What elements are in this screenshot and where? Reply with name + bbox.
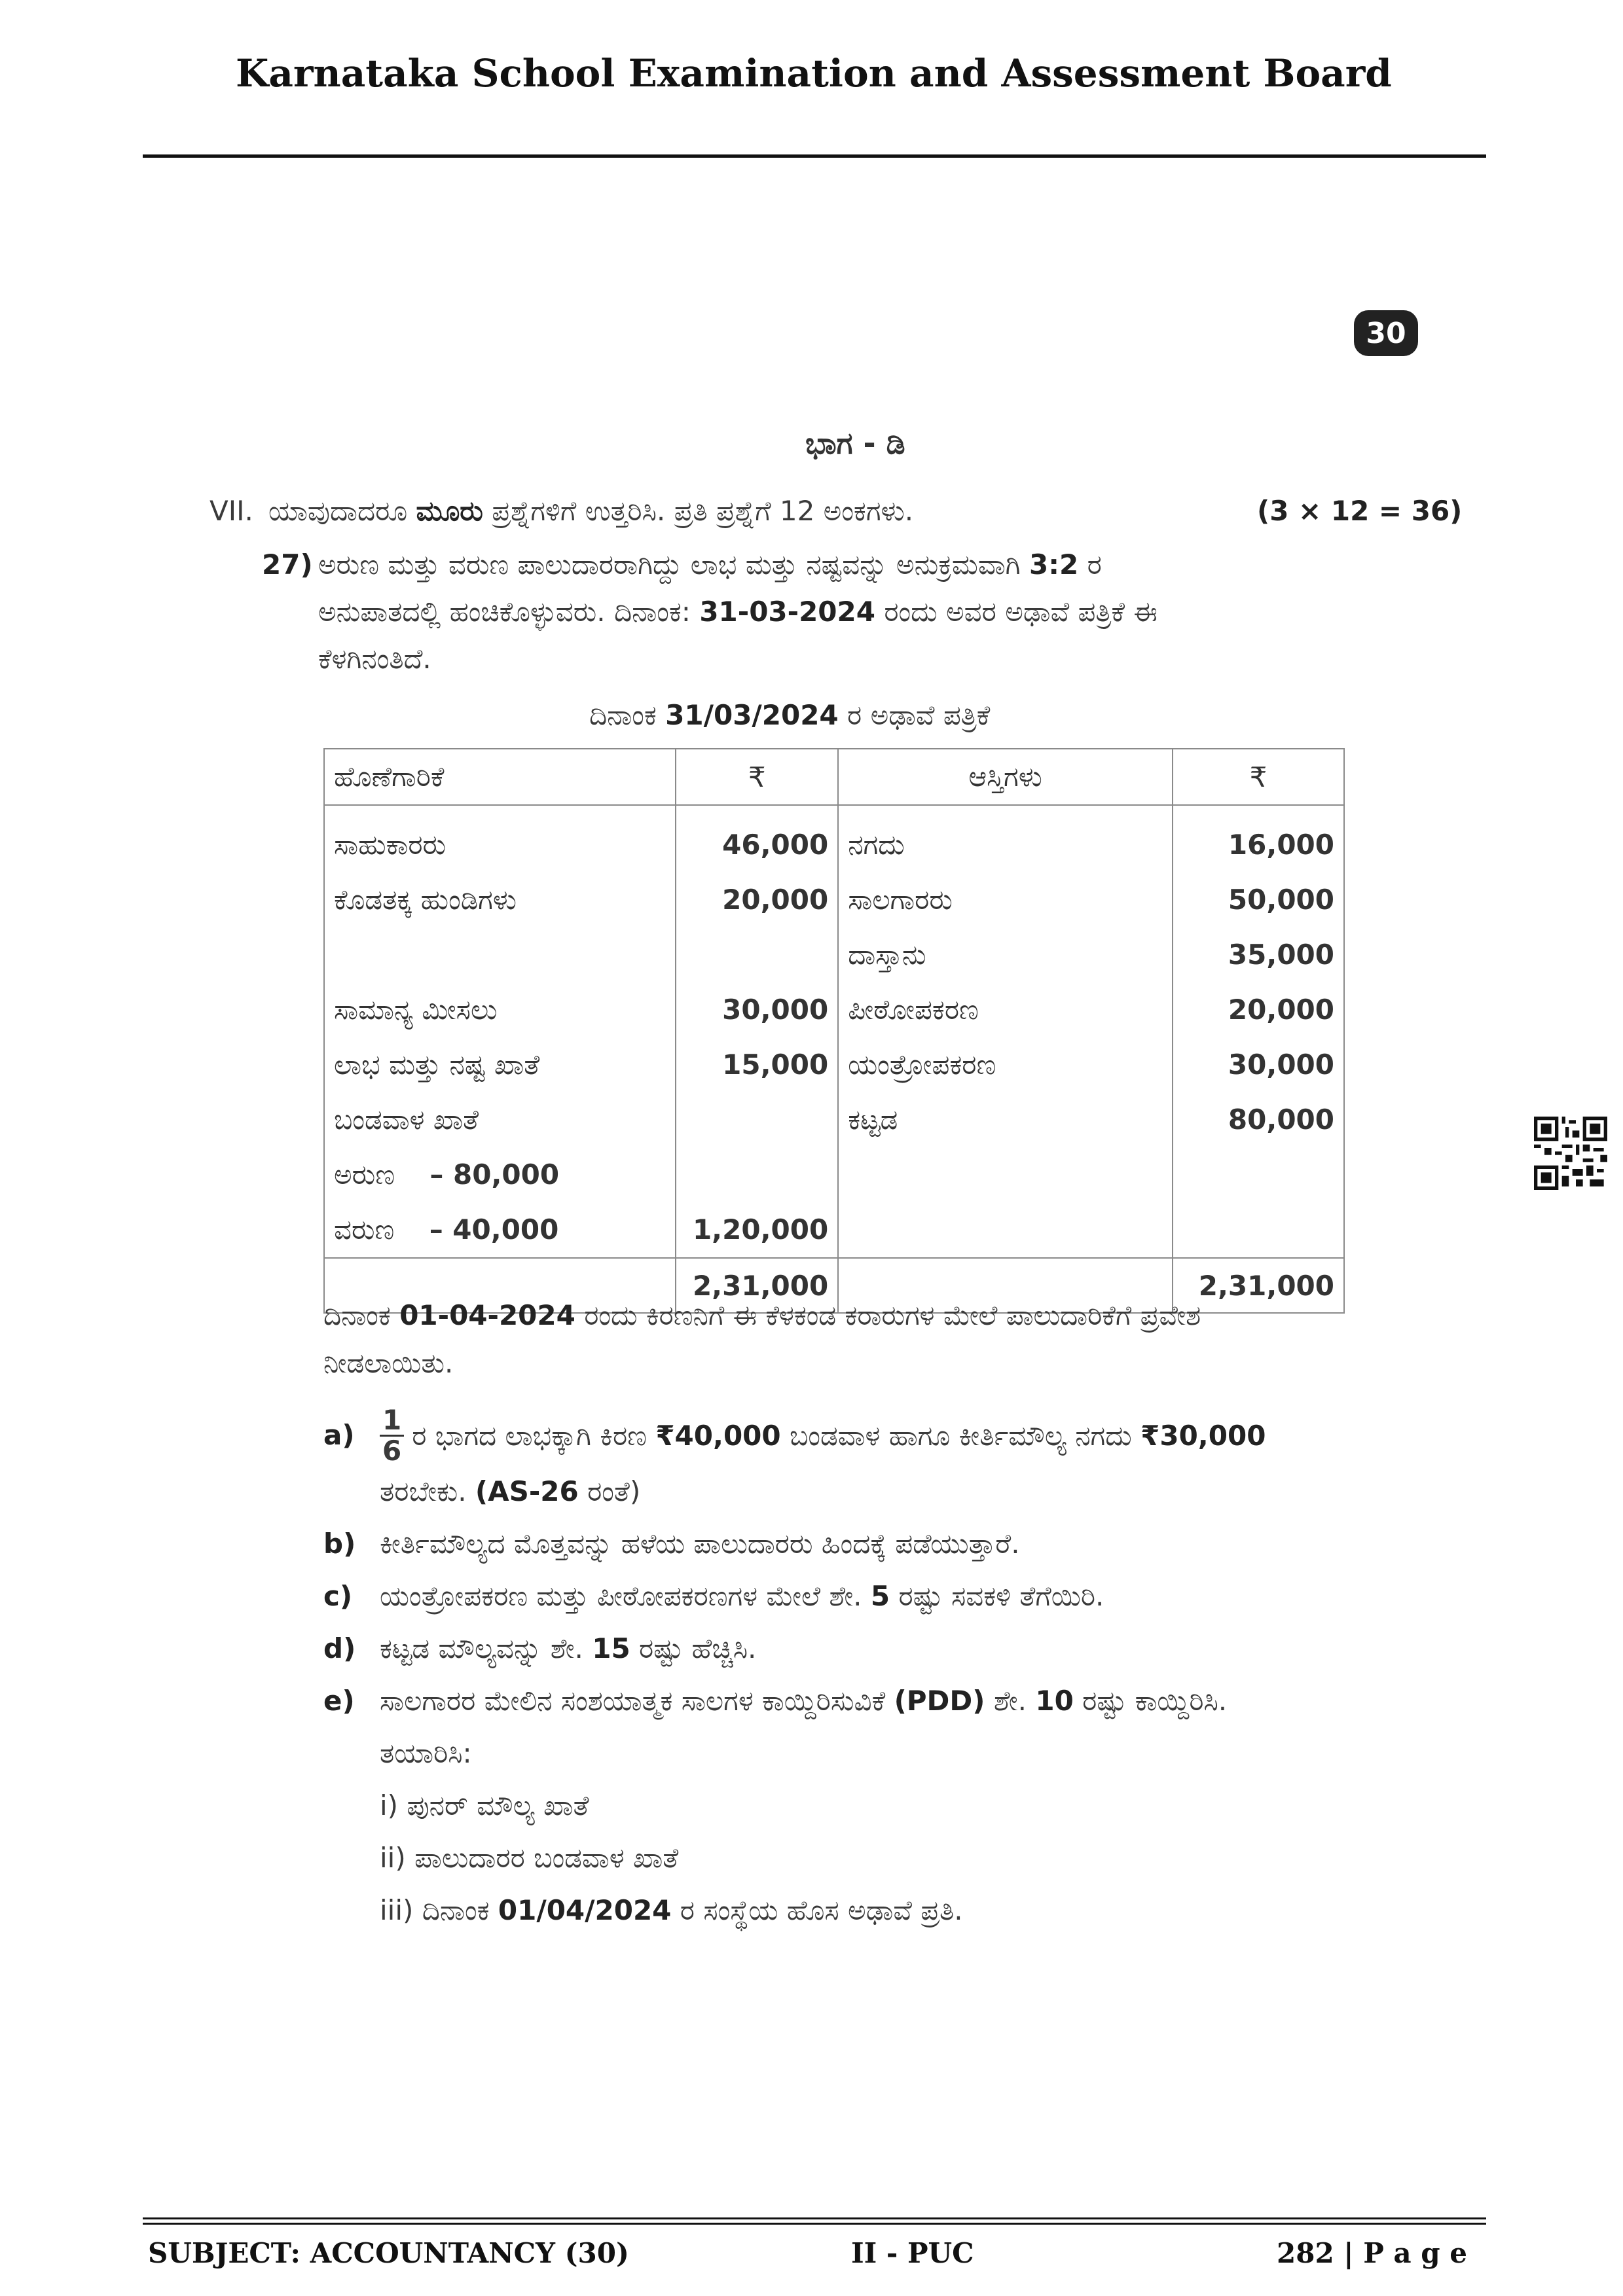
condition-b-text: ಕೀರ್ತಿಮೌಲ್ಯದ ಮೊತ್ತವನ್ನು ಹಳೆಯ ಪಾಲುದಾರರು ಹಿಂದಕ್ಕೆ ಪಡೆಯುತ್ತಾರೆ. [380, 1528, 1020, 1560]
admission-line-2: ನೀಡಲಾಯಿತು. [323, 1347, 454, 1379]
partner-capital: – 80,000 [429, 1158, 560, 1191]
instruction-bold: ಮೂರು [416, 495, 483, 527]
liability-amount [685, 1092, 828, 1147]
question-line-3: ಕೆಳಗಿನಂತಿದೆ. [318, 643, 431, 675]
condition-d-text [380, 1632, 756, 1665]
asset-amount: 20,000 [1228, 994, 1334, 1026]
goodwill-cash: ₹30,000 [1140, 1420, 1266, 1452]
liability-label: ಲಾಭ ಮತ್ತು ನಷ್ಟ ಖಾತೆ [334, 1049, 540, 1081]
profit-ratio: 3:2 [1029, 548, 1079, 581]
condition-a-line-2 [380, 1475, 640, 1508]
admission-line-1 [323, 1299, 1201, 1332]
prepare-iii-date: 01/04/2024 [498, 1894, 672, 1926]
condition-c-text [380, 1580, 1104, 1613]
prepare-item-ii: ii) ಪಾಲುದಾರರ ಬಂಡವಾಳ ಖಾತೆ [380, 1842, 679, 1874]
asset-amount: 50,000 [1228, 884, 1334, 916]
prepare-iii-pre: iii) ದಿನಾಂಕ [380, 1894, 490, 1926]
liability-label: ಕೊಡತಕ್ಕ ಹುಂಡಿಗಳು [334, 884, 517, 916]
board-title: Karnataka School Examination and Assessment Board [236, 51, 1392, 96]
question-line-2 [318, 596, 1158, 628]
liability-amount [685, 927, 828, 982]
instruction-text [268, 495, 913, 528]
pdd-abbrev: (PDD) [894, 1685, 985, 1717]
partner-capital-row [334, 1202, 666, 1257]
condition-e-label: e) [323, 1685, 355, 1717]
liabilities-amounts [676, 805, 838, 1258]
admission-post: ರಂದು ಕಿರಣನಿಗೆ ಈ ಕೆಳಕಂಡ ಕರಾರುಗಳ ಮೇಲೆ ಪಾಲುದಾರಿಕೆಗೆ ಪ್ರವೇಶ [584, 1299, 1201, 1331]
admission-pre: ದಿನಾಂಕ [323, 1299, 391, 1331]
footer-class: II - PUC [851, 2237, 974, 2269]
table-header-row [324, 749, 1344, 805]
prepare-iii-post: ರ ಸಂಸ್ಥೆಯ ಹೊಸ ಅಢಾವೆ ಪ್ರತಿ. [680, 1894, 963, 1926]
liabilities-labels [324, 805, 676, 1258]
asset-amount: 80,000 [1228, 1103, 1334, 1136]
partner-name: ಅರುಣ [334, 1158, 395, 1191]
liability-label [334, 927, 666, 982]
condition-c-label: c) [323, 1580, 353, 1612]
header-rupee-2: ₹ [1173, 749, 1344, 805]
caption-date: 31/03/2024 [665, 699, 839, 731]
question-line-2-text: ಅನುಪಾತದಲ್ಲಿ ಹಂಚಿಕೊಳ್ಳುವರು. ದಿನಾಂಕ: [318, 596, 691, 628]
condition-d-label: d) [323, 1632, 356, 1664]
footer-subject: SUBJECT: ACCOUNTANCY (30) [148, 2237, 629, 2269]
total-liabilities: 2,31,000 [676, 1258, 838, 1313]
question-number: 27) [262, 548, 313, 581]
instruction-marks: (3 × 12 = 36) [1257, 495, 1463, 527]
condition-e-mid: ಶೇ. [993, 1685, 1027, 1717]
condition-a-text-3: ತರಬೇಕು. [380, 1475, 467, 1507]
balance-sheet-table [323, 748, 1345, 1314]
assets-amounts [1173, 805, 1344, 1258]
footer-page-number: 282 | P a g e [1277, 2237, 1467, 2269]
fraction-numerator: 1 [380, 1406, 404, 1437]
prepare-item-iii [380, 1894, 963, 1927]
footer-divider-bottom [143, 2223, 1486, 2225]
asset-label: ಯಂತ್ರೋಪಕರಣ [848, 1049, 996, 1081]
section-title: ಭಾಗ - ಡಿ [805, 425, 905, 461]
partner-name: ವರುಣ [334, 1213, 395, 1246]
condition-c-pre: ಯಂತ್ರೋಪಕರಣ ಮತ್ತು ಪೀಠೋಪಕರಣಗಳ ಮೇಲೆ ಶೇ. [380, 1580, 862, 1612]
header-liabilities: ಹೊಣೆಗಾರಿಕೆ [324, 749, 676, 805]
instruction-post: ಪ್ರಶ್ನೆಗಳಿಗೆ ಉತ್ತರಿಸಿ. ಪ್ರತಿ ಪ್ರಶ್ನೆಗೆ 12 ಅಂಕಗಳು. [492, 495, 914, 527]
assets-labels [838, 805, 1173, 1258]
depreciation-rate: 5 [870, 1580, 890, 1612]
condition-d-post: ರಷ್ಟು ಹೆಚ್ಚಿಸಿ. [639, 1632, 757, 1664]
asset-amount: 30,000 [1228, 1049, 1334, 1081]
liability-label: ಸಾಮಾನ್ಯ ಮೀಸಲು [334, 994, 498, 1026]
condition-a-label: a) [323, 1419, 355, 1451]
liability-label: ಬಂಡವಾಳ ಖಾತೆ [334, 1103, 479, 1136]
liability-amount [685, 1147, 828, 1202]
accounting-standard: (AS-26 [475, 1475, 579, 1507]
condition-b-label: b) [323, 1528, 356, 1560]
liability-amount: 46,000 [722, 829, 829, 861]
condition-a-text-1: ರ ಭಾಗದ ಲಾಭಕ್ಕಾಗಿ ಕಿರಣ [412, 1419, 647, 1452]
asset-label: ಸಾಲಗಾರರು [848, 884, 953, 916]
condition-a-line-1 [380, 1406, 1266, 1465]
instruction-number: VII. [210, 495, 253, 527]
header-rupee-1: ₹ [676, 749, 838, 805]
table-body-row [324, 805, 1344, 1258]
question-line-1-text: ಅರುಣ ಮತ್ತು ವರುಣ ಪಾಲುದಾರರಾಗಿದ್ದು ಲಾಭ ಮತ್ತು ನಷ್ಟವನ್ನು ಅನುಕ್ರಮವಾಗಿ [318, 548, 1021, 581]
asset-amount: 16,000 [1228, 829, 1334, 861]
asset-label: ಪೀಠೋಪಕರಣ [848, 994, 979, 1026]
building-appreciation-rate: 15 [592, 1632, 630, 1664]
liability-label: ಸಾಹುಕಾರರು [334, 829, 447, 861]
liability-amount: 1,20,000 [692, 1213, 829, 1246]
instruction-pre: ಯಾವುದಾದರೂ [268, 495, 408, 527]
balance-sheet-date: 31-03-2024 [699, 596, 875, 628]
question-line-1 [318, 548, 1102, 581]
liability-amount: 30,000 [722, 994, 829, 1026]
condition-d-pre: ಕಟ್ಟಡ ಮೌಲ್ಯವನ್ನು ಶೇ. [380, 1632, 583, 1664]
header-assets: ಆಸ್ತಿಗಳು [838, 749, 1173, 805]
footer-divider-top [143, 2217, 1486, 2219]
table-caption [589, 699, 990, 732]
fraction-one-sixth [380, 1406, 404, 1465]
condition-a-text-2: ಬಂಡವಾಳ ಹಾಗೂ ಕೀರ್ತಿಮೌಲ್ಯ ನಗದು [789, 1419, 1132, 1452]
condition-e-pre: ಸಾಲಗಾರರ ಮೇಲಿನ ಸಂಶಯಾತ್ಮಕ ಸಾಲಗಳ ಕಾಯ್ದಿರಿಸುವಿಕೆ [380, 1685, 886, 1717]
asset-label: ಕಟ್ಟಡ [848, 1103, 898, 1136]
caption-pre: ದಿನಾಂಕ [589, 699, 657, 731]
condition-a-text-4: ರಂತೆ) [587, 1475, 641, 1507]
liability-amount: 15,000 [722, 1049, 829, 1081]
asset-label: ದಾಸ್ತಾನು [848, 939, 926, 971]
partner-capital-row [334, 1147, 666, 1202]
asset-label: ನಗದು [848, 829, 905, 861]
fraction-denominator: 6 [382, 1435, 402, 1467]
total-assets: 2,31,000 [1173, 1258, 1344, 1313]
prepare-item-i: i) ಪುನರ್ ಮೌಲ್ಯ ಖಾತೆ [380, 1789, 589, 1821]
kiran-capital: ₹40,000 [655, 1420, 781, 1452]
question-paper-badge: 30 [1354, 310, 1418, 356]
admission-date: 01-04-2024 [399, 1299, 575, 1331]
prepare-title: ತಯಾರಿಸಿ: [380, 1737, 472, 1769]
condition-e-text [380, 1685, 1227, 1717]
header-divider [143, 154, 1486, 158]
condition-c-post: ರಷ್ಟು ಸವಕಳಿ ತೆಗೆಯಿರಿ. [898, 1580, 1104, 1612]
qr-code-icon [1534, 1117, 1607, 1190]
caption-post: ರ ಅಢಾವೆ ಪತ್ರಿಕೆ [847, 699, 991, 731]
question-line-1-suffix: ರ [1087, 548, 1102, 581]
asset-amount: 35,000 [1228, 939, 1334, 971]
liability-amount: 20,000 [722, 884, 829, 916]
condition-e-post: ರಷ್ಟು ಕಾಯ್ದಿರಿಸಿ. [1082, 1685, 1228, 1717]
partner-capital: – 40,000 [429, 1213, 559, 1246]
pdd-rate: 10 [1035, 1685, 1074, 1717]
question-line-2-suffix: ರಂದು ಅವರ ಅಢಾವೆ ಪತ್ರಿಕೆ ಈ [884, 596, 1158, 628]
